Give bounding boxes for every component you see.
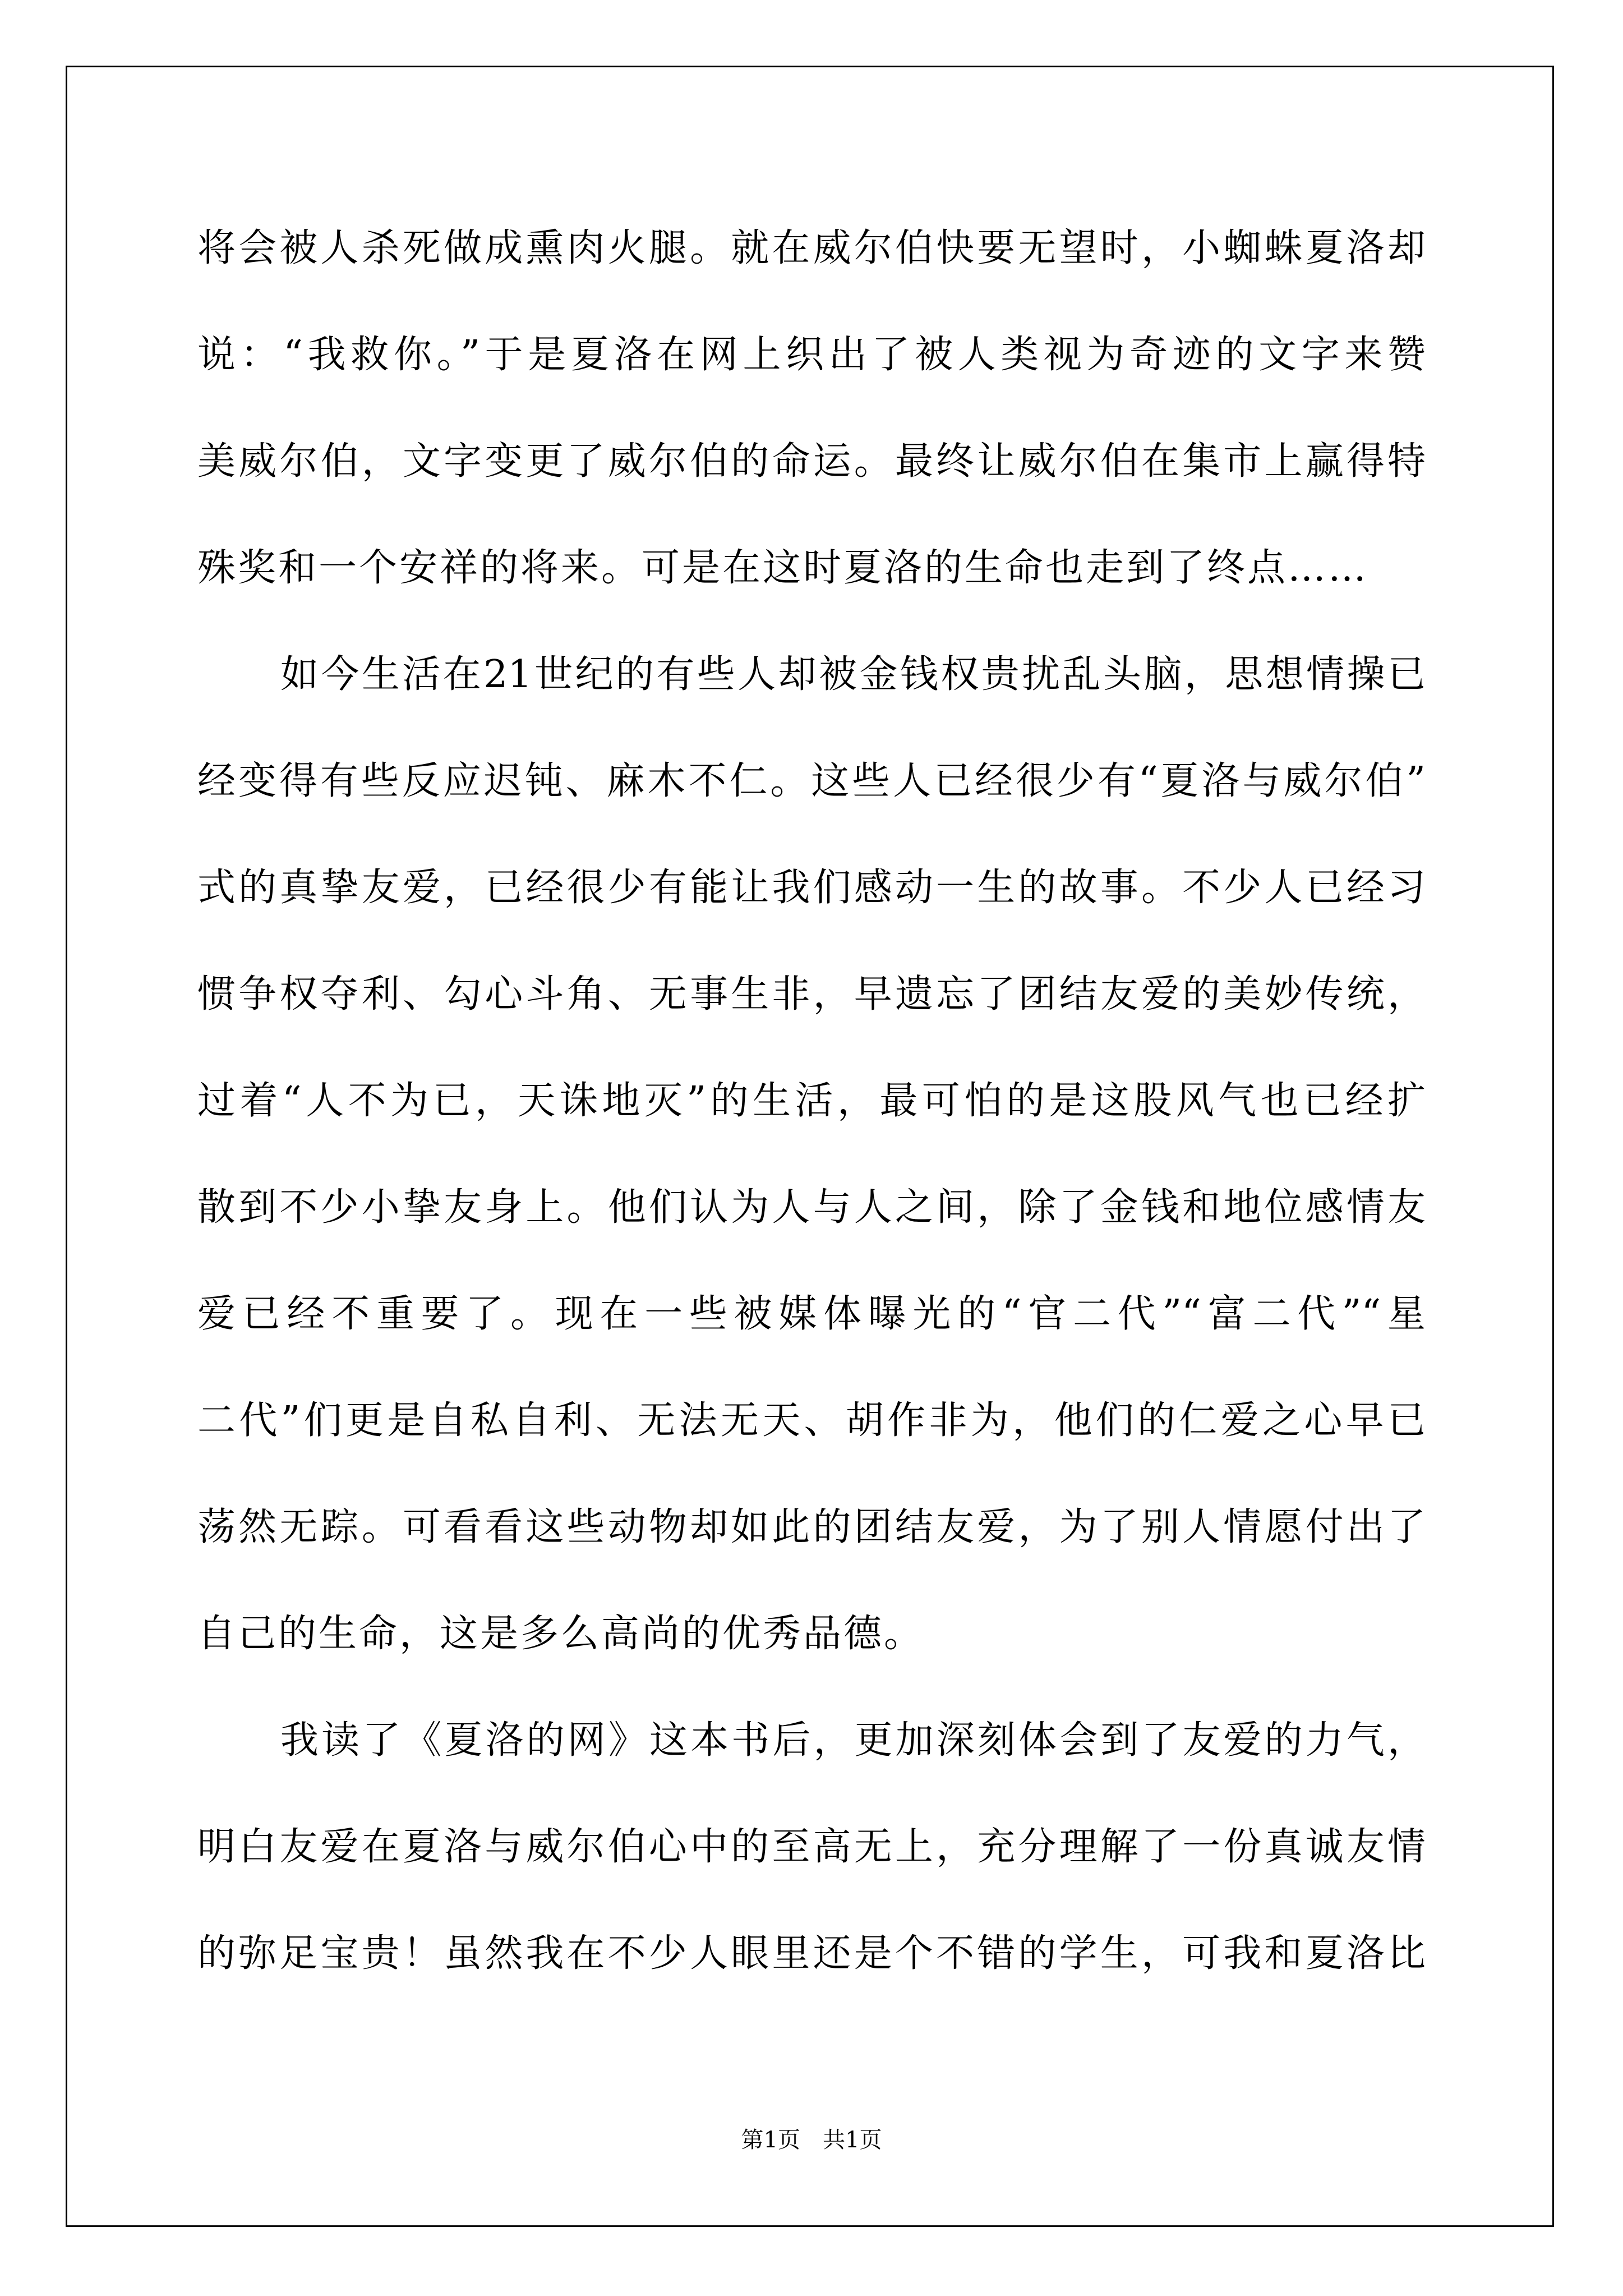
- text-line: 明白友爱在夏洛与威尔伯心中的至高无上，充分理解了一份真诚友情: [197, 1825, 1426, 1869]
- text-line: 爱已经不重要了。现在一些被媒体曝光的“官二代”“富二代”“星: [197, 1292, 1426, 1336]
- paragraph: [197, 195, 1426, 622]
- text-line: 自己的生命，这是多么高尚的优秀品德。: [197, 1612, 925, 1656]
- text-line: 美威尔伯，文字变更了威尔伯的命运。最终让威尔伯在集市上赢得特: [197, 439, 1426, 484]
- text-line: 的弥足宝贵！虽然我在不少人眼里还是个不错的学生，可我和夏洛比: [197, 1931, 1426, 1976]
- text-line: 式的真挚友爱，已经很少有能让我们感动一生的故事。不少人已经习: [197, 866, 1426, 910]
- text-line: 散到不少小挚友身上。他们认为人与人之间，除了金钱和地位感情友: [197, 1185, 1426, 1230]
- text-line: 荡然无踪。可看看这些动物却如此的团结友爱，为了别人情愿付出了: [197, 1505, 1426, 1549]
- text-line: 二代”们更是自私自利、无法无天、胡作非为，他们的仁爱之心早已: [197, 1398, 1426, 1443]
- text-line: 惯争权夺利、勾心斗角、无事生非，早遗忘了团结友爱的美妙传统，: [197, 972, 1426, 1016]
- text-line: 我读了《夏洛的网》这本书后，更加深刻体会到了友爱的力气，: [280, 1718, 1426, 1763]
- text-line: 过着“人不为已，天诛地灭”的生活，最可怕的是这股风气也已经扩: [197, 1079, 1426, 1123]
- paragraph: [197, 1687, 1426, 2007]
- body-text: [197, 195, 1426, 2007]
- text-line: 如今生活在21世纪的有些人却被金钱权贵扰乱头脑，思想情操已: [280, 652, 1426, 697]
- page-footer: 第1页 共1页: [741, 2127, 882, 2153]
- text-line: 将会被人杀死做成熏肉火腿。就在威尔伯快要无望时，小蜘蛛夏洛却: [197, 226, 1426, 270]
- paragraph: [197, 622, 1426, 1687]
- text-line: 说：“我救你。”于是夏洛在网上织出了被人类视为奇迹的文字来赞: [197, 333, 1426, 377]
- text-line: 经变得有些反应迟钝、麻木不仁。这些人已经很少有“夏洛与威尔伯”: [197, 759, 1426, 803]
- text-line: 殊奖和一个安祥的将来。可是在这时夏洛的生命也走到了终点……: [197, 546, 1369, 590]
